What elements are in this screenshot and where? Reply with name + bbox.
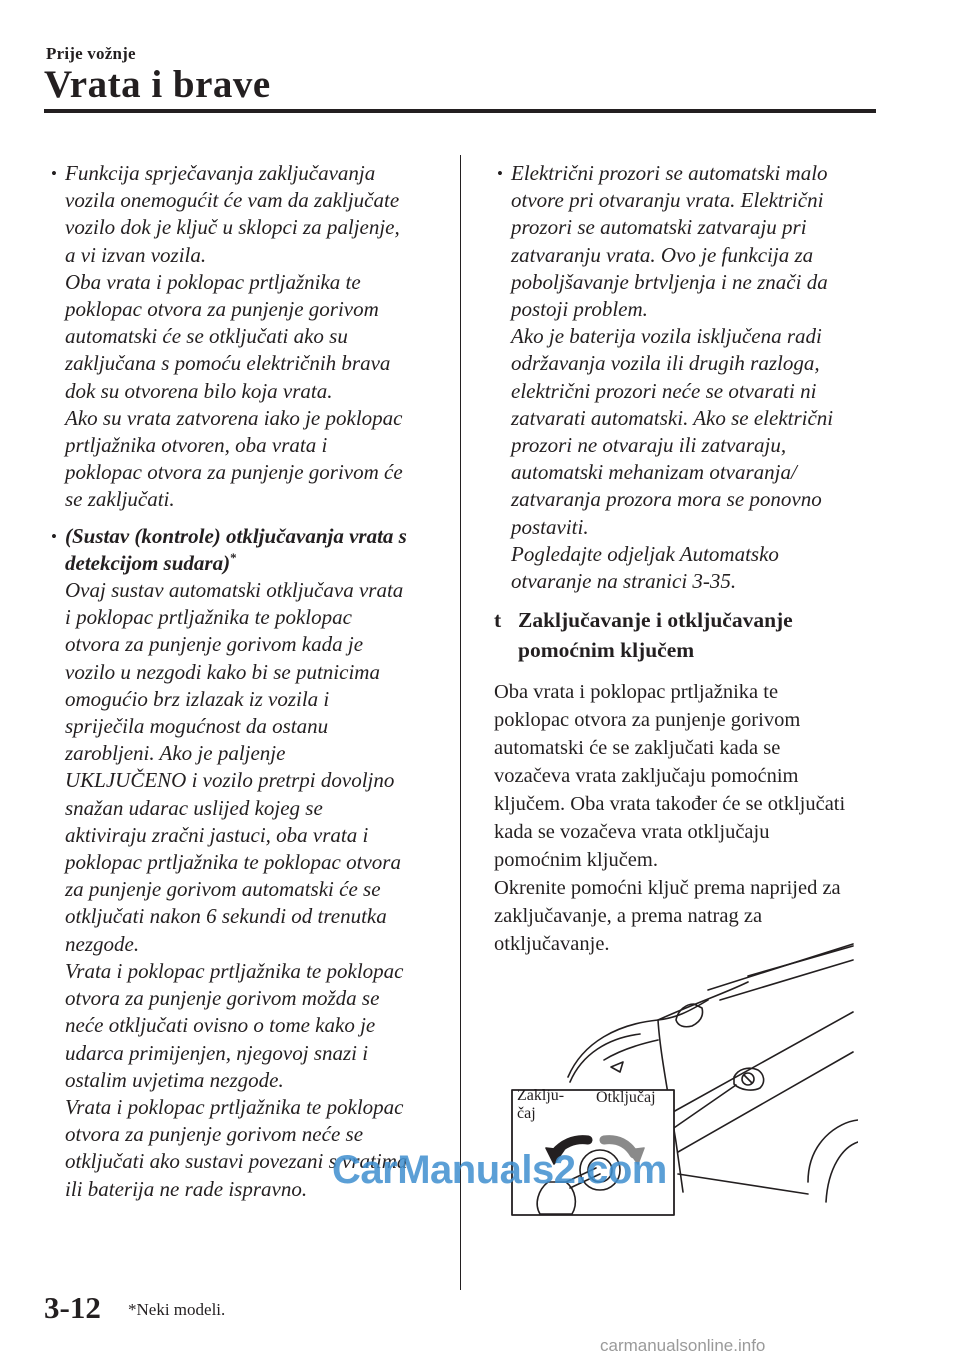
text-line: zatvarati automatski. Ako se električni [511, 405, 834, 430]
text-line: postoji problem. [511, 297, 648, 322]
bullet-text [65, 523, 438, 1203]
text-line: otvora za punjenje gorivom neće se [65, 1122, 364, 1147]
text-line: otvaranje na stranici 3-35. [511, 569, 737, 594]
text-line: otvore pri otvaranju vrata. Električni [511, 188, 824, 213]
text-line: prozori se automatski zatvaraju pri [511, 215, 807, 240]
subheading-line: pomoćnim ključem [518, 638, 695, 663]
text-line: otključati nakon 6 sekundi od trenutka [65, 904, 387, 929]
text-line: i poklopac prtljažnika te poklopac [65, 605, 352, 630]
text-line: električni prozori neće se otvarati ni [511, 378, 817, 403]
body-paragraph [494, 678, 890, 958]
text-line: a vi izvan vozila. [65, 242, 207, 267]
text-line: vozilo dok je ključ u sklopci za paljenje, [65, 215, 400, 240]
text-line: Ovaj sustav automatski otključava vrata [65, 578, 404, 603]
page-title: Vrata i brave [44, 63, 271, 106]
text-line: Ako su vrata zatvorena iako je poklopac [65, 405, 403, 430]
subheading-line: Zaključavanje i otključavanje [518, 608, 793, 633]
text-line: snažan udarac uslijed kojeg se [65, 795, 323, 820]
text-line: otključavanje. [494, 933, 610, 956]
footnote: *Neki modeli. [128, 1300, 226, 1319]
text-line: poklopac otvora za punjenje gorivom [494, 709, 801, 732]
text-line: aktiviraju zračni jastuci, oba vrata i [65, 822, 369, 847]
column-divider [460, 155, 461, 1290]
bullet-heading: detekcijom sudara)* [65, 549, 237, 575]
text-line: nezgode. [65, 931, 140, 956]
text-line: otključati ako sustavi povezani s vratima [65, 1149, 408, 1174]
bullet-power-windows [494, 160, 890, 595]
right-column [494, 160, 890, 958]
subheading [494, 605, 890, 665]
text-line: za punjenje gorivom automatski će se [65, 877, 381, 902]
text-line: Električni prozori se automatski malo [511, 161, 828, 185]
label-lock-line: Zaklju- [517, 1087, 565, 1104]
text-line: automatski će se otključati ako su [65, 324, 348, 349]
label-unlock: Otključaj [596, 1089, 656, 1106]
text-line: prozori ne otvaraju ili zatvaraju, [511, 433, 787, 458]
bullet-dot: • [497, 164, 503, 183]
text-line: dok su otvorena bilo koja vrata. [65, 378, 333, 403]
text-line: udarca primijenjen, njegovoj snazi i [65, 1040, 369, 1065]
text-line: postaviti. [511, 514, 589, 539]
text-line: poboljšavanje brtvljenja i ne znači da [511, 269, 828, 294]
text-line: omogućio brz izlazak iz vozila i [65, 686, 330, 711]
text-line: Vrata i poklopac prtljažnika te poklopac [65, 1094, 404, 1119]
bullet-dot: • [51, 526, 57, 546]
text-line: pomoćnim ključem. [494, 849, 658, 872]
footnote-mark: * [230, 549, 237, 565]
text-line: vozačeva vrata zaključaju pomoćnim [494, 765, 799, 788]
bullet-heading: (Sustav (kontrole) otključavanja vrata s [65, 523, 407, 548]
text-line: zatvaranja prozora mora se ponovno [511, 487, 822, 512]
page-number: 3-12 [44, 1290, 101, 1325]
text-line: neće otključati ovisno o tome kako je [65, 1013, 376, 1038]
text-line: zaključana s pomoću električnih brava [65, 351, 391, 376]
text-line: poklopac otvora za punjenje gorivom [65, 297, 379, 322]
label-lock [517, 1087, 564, 1123]
text-line: ostalim uvjetima nezgode. [65, 1067, 284, 1092]
bullet-text [65, 160, 438, 514]
section-label: Prije vožnje [46, 44, 136, 63]
watermark-logo: CarManuals2.com [332, 1148, 667, 1192]
text-line: prtljažnika otvoren, oba vrata i [65, 433, 328, 458]
text-line: održavanja vozila ili drugih razloga, [511, 351, 820, 376]
text-line: otvora za punjenje gorivom možda se [65, 986, 380, 1011]
text-line: Pogledajte odjeljak Automatsko [511, 541, 779, 566]
text-line: vozilo u nezgodi kako bi se putnicima [65, 659, 380, 684]
text-line: UKLJUČENO i vozilo pretrpi dovoljno [65, 768, 395, 793]
text-line: zarobljeni. Ako je paljenje [65, 741, 286, 766]
text-line: se zaključati. [65, 487, 175, 512]
text-line: Oba vrata i poklopac prtljažnika te [65, 269, 361, 294]
title-rule [44, 109, 876, 113]
text-line: ili baterija ne rade ispravno. [65, 1176, 308, 1201]
text-line: spriječila mogućnost da ostanu [65, 714, 329, 739]
left-column [48, 160, 438, 1203]
text-line: ključem. Oba vrata također će se otključati [494, 793, 846, 816]
text-line: Oba vrata i poklopac prtljažnika te [494, 681, 779, 704]
text-line: automatski mehanizam otvaranja/ [511, 460, 797, 485]
site-footer: carmanualsonline.info [600, 1336, 766, 1355]
text-line: vozila onemogućit će vam da zaključate [65, 188, 400, 213]
subheading-marker: t [494, 608, 502, 633]
label-lock-line: čaj [517, 1105, 536, 1122]
text-line: Funkcija sprječavanja zaključavanja [65, 161, 376, 185]
text-line: Vrata i poklopac prtljažnika te poklopac [65, 958, 404, 983]
text-line: poklopac otvora za punjenje gorivom će [65, 460, 403, 485]
text-line: Okrenite pomoćni ključ prema naprijed za [494, 877, 841, 900]
text-line: kada se vozačeva vrata otključaju [494, 821, 770, 844]
bullet-crash-unlock [48, 523, 438, 1203]
text-line: otvora za punjenje gorivom kada je [65, 632, 364, 657]
bullet-text [511, 160, 890, 595]
text-line: Ako je baterija vozila isključena radi [511, 324, 822, 349]
text-line: poklopac prtljažnika te poklopac otvora [65, 850, 401, 875]
text-line: zaključavanje, a prema natrag za [494, 905, 763, 928]
text-line: zatvaranju vrata. Ovo je funkcija za [511, 242, 814, 267]
bullet-anti-lock [48, 160, 438, 514]
text-line: automatski će se zaključati kada se [494, 737, 781, 760]
bullet-dot: • [51, 164, 57, 183]
